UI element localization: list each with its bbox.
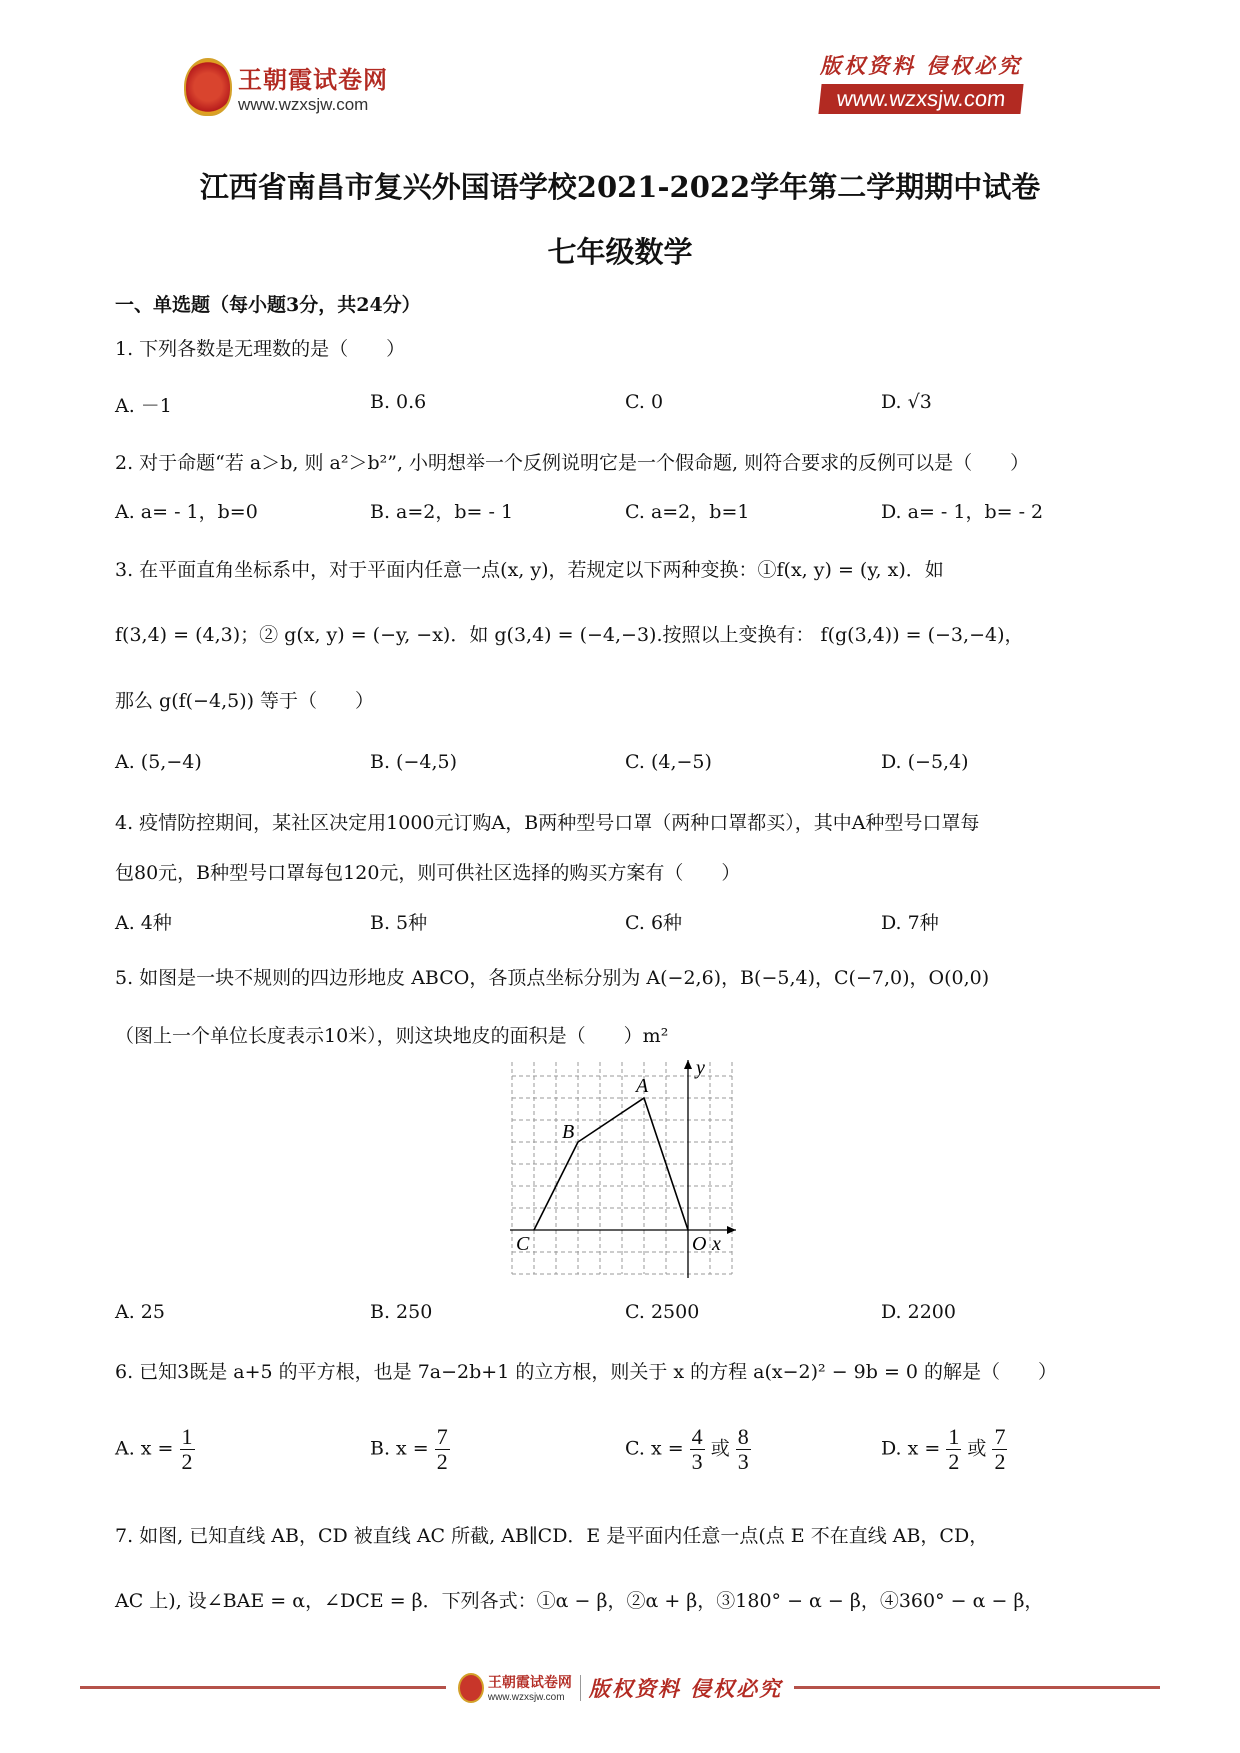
copyright-text: 版权资料 侵权必究 <box>820 53 1023 78</box>
footer-divider-right <box>794 1686 1160 1689</box>
numerator: 7 <box>994 1424 1006 1449</box>
section-heading: 一、单选题（每小题3分，共24分） <box>115 294 421 316</box>
brand-logo <box>184 58 388 116</box>
q2-option-d: D. a= - 1，b= - 2 <box>881 501 1044 523</box>
denominator: 3 <box>737 1449 749 1474</box>
numerator: 8 <box>737 1424 749 1449</box>
question-2: 2. 对于命题“若 a＞b, 则 a²＞b²”, 小明想举一个反例说明它是一个假命题, 则符合要求的反例可以是（ ） <box>115 452 1030 474</box>
x-axis-label: x <box>712 1233 721 1255</box>
question-3-line-1: 3. 在平面直角坐标系中，对于平面内任意一点(x, y)，若规定以下两种变换：①f(x, y) = (y, x)．如 <box>115 559 944 581</box>
q3-option-c: C. (4,−5) <box>625 751 712 773</box>
option-prefix: A. x = <box>115 1437 174 1460</box>
footer-brand-name: 王朝霞试卷网 <box>487 1675 572 1691</box>
numerator: 1 <box>181 1424 193 1449</box>
fraction <box>736 1425 751 1474</box>
q3-option-d: D. (−5,4) <box>881 751 969 773</box>
point-label-o: O <box>692 1233 707 1255</box>
question-3-line-2: f(3,4) = (4,3)；② g(x, y) = (−y, −x)．如 g(3,4) = (−4,−3).按照以上变换有： f(g(3,4)) = (−3,−4)， <box>115 624 1024 646</box>
question-7-line-1: 7. 如图, 已知直线 AB，CD 被直线 AC 所截, AB∥CD．E 是平面内任意一点(点 E 不在直线 AB，CD， <box>115 1525 989 1547</box>
numerator: 1 <box>948 1424 960 1449</box>
q1-option-a: A. －1 <box>115 395 172 417</box>
q5-option-b: B. 250 <box>370 1301 433 1323</box>
q5-option-a: A. 25 <box>115 1301 165 1323</box>
footer-divider-left <box>80 1686 446 1689</box>
footer-brand-url: www.wzxsjw.com <box>487 1692 565 1703</box>
question-4-line-1: 4. 疫情防控期间，某社区决定用1000元订购A，B两种型号口罩（两种口罩都买），其中A种型号口罩每 <box>115 812 980 834</box>
point-label-b: B <box>562 1121 575 1143</box>
question-7-line-2: AC 上), 设∠BAE = α，∠DCE = β．下列各式：①α − β，②α + β，③180° − α − β，④360° − α − β， <box>115 1590 1044 1612</box>
question-5-line-2: （图上一个单位长度表示10米），则这块地皮的面积是（ ）m² <box>115 1025 669 1047</box>
y-axis-arrow-icon <box>684 1060 692 1069</box>
copyright-url: www.wzxsjw.com <box>818 84 1023 114</box>
denominator: 3 <box>691 1449 703 1474</box>
exam-title: 江西省南昌市复兴外国语学校2021-2022学年第二学期期中试卷 <box>199 170 1041 204</box>
or-text: 或 <box>710 1437 730 1460</box>
q4-option-b: B. 5种 <box>370 912 428 934</box>
denominator: 2 <box>181 1449 193 1474</box>
option-prefix: D. x = <box>881 1437 941 1460</box>
q6-option-d <box>881 1425 1007 1474</box>
fraction <box>946 1425 961 1474</box>
q6-option-b <box>370 1425 450 1474</box>
numerator: 7 <box>436 1424 448 1449</box>
brand-url: www.wzxsjw.com <box>238 94 369 114</box>
q4-option-d: D. 7种 <box>881 912 939 934</box>
question-3-line-3: 那么 g(f(−4,5)) 等于（ ） <box>115 690 375 712</box>
q5-option-c: C. 2500 <box>625 1301 700 1323</box>
footer-separator <box>580 1675 581 1701</box>
q4-option-c: C. 6种 <box>625 912 683 934</box>
denominator: 2 <box>948 1449 960 1474</box>
q5-option-d: D. 2200 <box>881 1301 956 1323</box>
question-1: 1. 下列各数是无理数的是（ ） <box>115 338 406 360</box>
q4-option-a: A. 4种 <box>115 912 172 934</box>
quadrilateral-figure <box>510 1058 742 1288</box>
option-prefix: C. x = <box>625 1437 684 1460</box>
q2-option-a: A. a= - 1，b=0 <box>115 501 258 523</box>
question-5-line-1: 5. 如图是一块不规则的四边形地皮 ABCO，各顶点坐标分别为 A(−2,6)，B(−5,4)，C(−7,0)，O(0,0) <box>115 967 990 989</box>
y-axis-label: y <box>696 1058 705 1079</box>
denominator: 2 <box>994 1449 1006 1474</box>
numerator: 4 <box>691 1424 703 1449</box>
q2-option-b: B. a=2，b= - 1 <box>370 501 514 523</box>
exam-subject: 七年级数学 <box>547 235 693 269</box>
fraction <box>180 1425 195 1474</box>
option-prefix: B. x = <box>370 1437 429 1460</box>
denominator: 2 <box>436 1449 448 1474</box>
seal-icon <box>184 58 232 116</box>
fraction <box>435 1425 450 1474</box>
point-label-a: A <box>636 1075 649 1097</box>
q1-option-d: D. √3 <box>881 391 932 413</box>
footer-copyright: 版权资料 侵权必究 <box>588 1675 783 1701</box>
q6-option-a <box>115 1425 195 1474</box>
fraction <box>992 1425 1007 1474</box>
copyright-banner <box>820 50 1022 114</box>
footer <box>80 1672 1160 1703</box>
q2-option-c: C. a=2，b=1 <box>625 501 750 523</box>
fraction <box>690 1425 705 1474</box>
q3-option-b: B. (−4,5) <box>370 751 458 773</box>
or-text: 或 <box>967 1437 987 1460</box>
brand-name: 王朝霞试卷网 <box>238 65 388 94</box>
point-label-c: C <box>516 1233 530 1255</box>
q1-option-c: C. 0 <box>625 391 664 413</box>
q6-option-c <box>625 1425 751 1474</box>
question-4-line-2: 包80元，B种型号口罩每包120元，则可供社区选择的购买方案有（ ） <box>115 862 741 884</box>
question-6: 6. 已知3既是 a+5 的平方根，也是 7a−2b+1 的立方根，则关于 x 的方程 a(x−2)² − 9b = 0 的解是（ ） <box>115 1361 1058 1383</box>
seal-icon <box>458 1673 484 1703</box>
q3-option-a: A. (5,−4) <box>115 751 202 773</box>
q1-option-b: B. 0.6 <box>370 391 427 413</box>
